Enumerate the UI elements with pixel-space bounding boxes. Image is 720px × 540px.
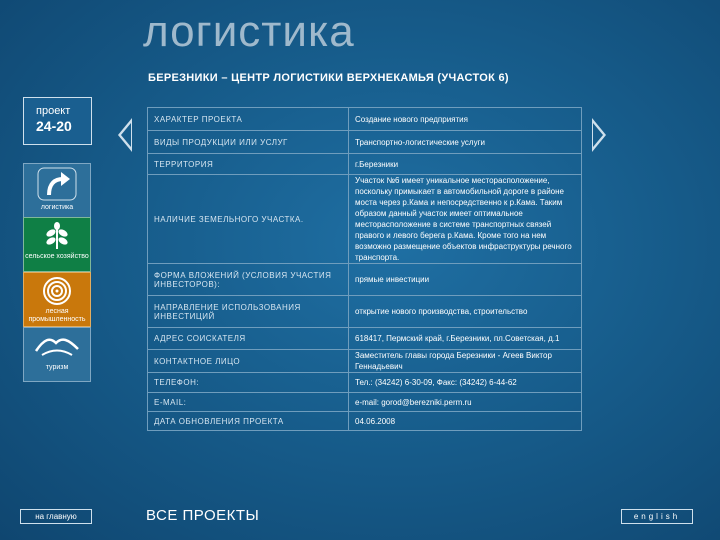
home-button[interactable]: на главную: [20, 509, 92, 524]
mountain-icon: [34, 333, 80, 359]
table-row: [148, 350, 582, 373]
tree-rings-icon: [42, 276, 72, 306]
row-key: КОНТАКТНОЕ ЛИЦО: [148, 350, 349, 373]
row-value: Транспортно-логистические услуги: [349, 131, 582, 154]
sidebar-item-forestry[interactable]: [23, 272, 91, 327]
table-row: [148, 154, 582, 175]
project-number: 24-20: [36, 118, 72, 134]
row-value: Заместитель главы города Березники - Агеев Виктор Геннадьевич: [349, 350, 582, 373]
table-row: [148, 373, 582, 393]
english-button[interactable]: english: [621, 509, 693, 524]
row-value: г.Березники: [349, 154, 582, 175]
row-key: ФОРМА ВЛОЖЕНИЙ (УСЛОВИЯ УЧАСТИЯ ИНВЕСТОРОВ):: [148, 264, 349, 296]
project-info-table: [147, 107, 582, 431]
row-key: НАЛИЧИЕ ЗЕМЕЛЬНОГО УЧАСТКА.: [148, 175, 349, 264]
sidebar-item-agriculture[interactable]: [23, 217, 91, 272]
row-value: открытие нового производства, строительство: [349, 296, 582, 328]
row-key: ВИДЫ ПРОДУКЦИИ ИЛИ УСЛУГ: [148, 131, 349, 154]
row-key: ДАТА ОБНОВЛЕНИЯ ПРОЕКТА: [148, 412, 349, 431]
sidebar-item-label: логистика: [40, 204, 74, 211]
sidebar-item-label: туризм: [45, 364, 69, 371]
page-subtitle: БЕРЕЗНИКИ – ЦЕНТР ЛОГИСТИКИ ВЕРХНЕКАМЬЯ (УЧАСТОК 6): [148, 72, 509, 84]
row-value: e-mail: gorod@bereznikі.perm.ru: [349, 393, 582, 412]
row-value: 04.06.2008: [349, 412, 582, 431]
row-key: ТЕРРИТОРИЯ: [148, 154, 349, 175]
arrow-left-icon[interactable]: [118, 118, 132, 152]
row-value: 618417, Пермский край, г.Березники, пл.Советская, д.1: [349, 328, 582, 350]
sidebar-item-label: сельское хозяйство: [25, 253, 89, 260]
sidebar-item-logistics[interactable]: [23, 163, 91, 218]
row-key: НАПРАВЛЕНИЕ ИСПОЛЬЗОВАНИЯ ИНВЕСТИЦИЙ: [148, 296, 349, 328]
row-key: АДРЕС СОИСКАТЕЛЯ: [148, 328, 349, 350]
table-row: [148, 264, 582, 296]
plant-icon: [42, 221, 72, 251]
row-key: ТЕЛЕФОН:: [148, 373, 349, 393]
table-row: [148, 296, 582, 328]
project-badge: [23, 97, 92, 145]
table-row: [148, 328, 582, 350]
row-value: Тел.: (34242) 6-30-09, Факс: (34242) 6-44-62: [349, 373, 582, 393]
table-row: [148, 108, 582, 131]
row-value: прямые инвестиции: [349, 264, 582, 296]
sidebar-item-tourism[interactable]: [23, 327, 91, 382]
row-value: Участок №6 имеет уникальное месторасположение, поскольку примыкает в автомобильной дороге в районе моста через р.Кама и непосредственно к р.Кама. Таким образом данный участок имеет оптимальное месторасположение в системе транспортных связей правого и левого берега р.Кама. Кроме того на нем возможно размещение объектов инфраструктуры речного транспорта.: [349, 175, 582, 264]
table-row: [148, 131, 582, 154]
row-value: Создание нового предприятия: [349, 108, 582, 131]
table-row: [148, 412, 582, 431]
project-label: проект: [36, 105, 71, 117]
table-row: [148, 175, 582, 264]
table-row: [148, 393, 582, 412]
row-key: ХАРАКТЕР ПРОЕКТА: [148, 108, 349, 131]
all-projects-link[interactable]: ВСЕ ПРОЕКТЫ: [146, 507, 260, 524]
page-title: логистика: [143, 7, 355, 56]
sidebar-item-label: лесная промышленность: [28, 308, 86, 323]
row-key: E-MAIL:: [148, 393, 349, 412]
curved-arrow-icon: [37, 167, 77, 201]
arrow-right-icon[interactable]: [592, 118, 606, 152]
